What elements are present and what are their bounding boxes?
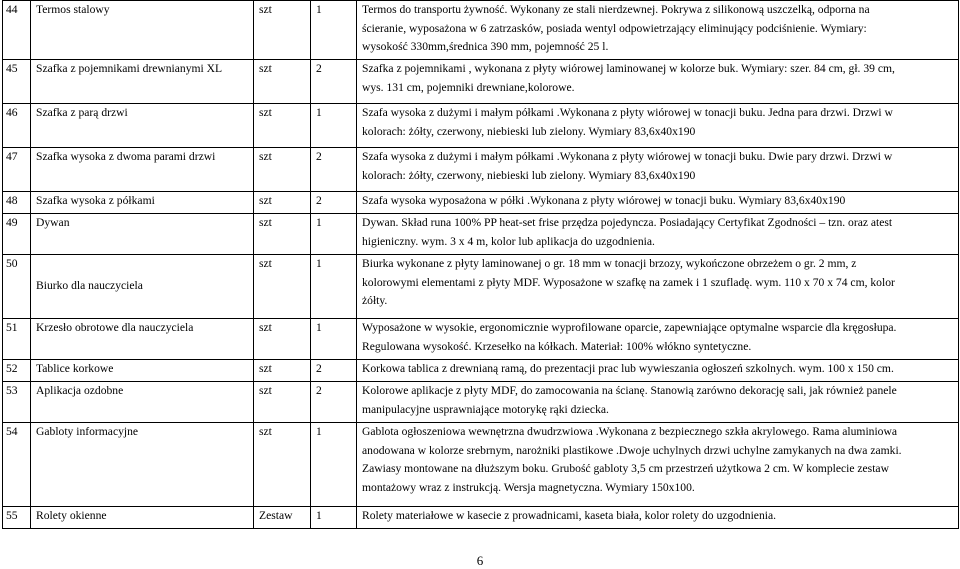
item-name: Szafka z parą drzwi <box>31 104 254 148</box>
description-line: kolorowymi elementami z płyty MDF. Wyposażone w szafkę na zamek i 1 szufladę. wym. 110 x 70 x 74 cm, kolor <box>362 275 895 289</box>
item-number: 45 <box>3 60 31 104</box>
description-line: Termos do transportu żywność. Wykonany ze stali nierdzewnej. Pokrywa z silikonową uszczelką, odporna na <box>362 3 870 16</box>
table-row <box>3 507 959 529</box>
item-description <box>357 360 959 382</box>
item-number: 46 <box>3 104 31 148</box>
item-unit: szt <box>254 192 311 214</box>
description-line: Korkowa tablica z drewnianą ramą, do prezentacji prac lub wywieszania ogłoszeń szkolnych. wym. 100 x 150 cm. <box>362 362 894 375</box>
table-row <box>3 255 959 319</box>
table-row <box>3 319 959 360</box>
item-qty: 2 <box>311 60 357 104</box>
description-line: higieniczny. wym. 3 x 4 m, kolor lub aplikacja do uzgodnienia. <box>362 234 655 248</box>
item-unit: Zestaw <box>254 507 311 529</box>
item-unit: szt <box>254 60 311 104</box>
description-line: Gablota ogłoszeniowa wewnętrzna dwudrzwiowa .Wykonana z bezpiecznego szkła akrylowego. Rama aluminiowa <box>362 425 897 438</box>
item-number: 51 <box>3 319 31 360</box>
spec-table-body <box>3 1 959 529</box>
description-line: Szafka z pojemnikami , wykonana z płyty wiórowej laminowanej w kolorze buk. Wymiary: szer. 84 cm, gł. 39 cm, <box>362 62 895 75</box>
description-line: Dywan. Skład runa 100% PP heat-set frise przędza pojedyncza. Posiadający Certyfikat Zgodności – tzn. oraz atest <box>362 216 893 229</box>
item-qty: 2 <box>311 192 357 214</box>
item-number: 47 <box>3 148 31 192</box>
page-number: 6 <box>476 553 484 568</box>
item-number: 49 <box>3 214 31 255</box>
item-name: Aplikacja ozdobne <box>31 382 254 423</box>
item-unit: szt <box>254 382 311 423</box>
item-name: Termos stalowy <box>31 1 254 60</box>
item-number: 48 <box>3 192 31 214</box>
item-name: Biurko dla nauczyciela <box>31 255 254 319</box>
item-description <box>357 255 959 319</box>
table-row <box>3 104 959 148</box>
description-line: kolorach: żółty, czerwony, niebieski lub zielony. Wymiary 83,6x40x190 <box>362 168 696 182</box>
item-unit: szt <box>254 214 311 255</box>
description-line: Kolorowe aplikacje z płyty MDF, do zamocowania na ścianę. Stanowią zarówno dekorację sali, jak również panele <box>362 384 897 397</box>
item-unit: szt <box>254 319 311 360</box>
item-number: 50 <box>3 255 31 319</box>
item-qty: 1 <box>311 1 357 60</box>
item-qty: 2 <box>311 382 357 423</box>
item-qty: 2 <box>311 360 357 382</box>
table-row <box>3 214 959 255</box>
description-line: Szafa wysoka wyposażona w półki .Wykonana z płyty wiórowej w tonacji buku. Wymiary 83,6x40x190 <box>362 194 846 207</box>
item-description <box>357 214 959 255</box>
description-line: Szafa wysoka z dużymi i małym półkami .Wykonana z płyty wiórowej w tonacji buku. Jedna para drzwi. Drzwi w <box>362 106 893 119</box>
description-line: Zawiasy montowane na dłuższym boku. Grubość gabloty 3,5 cm przestrzeń użytkowa 2 cm. W komplecie zestaw <box>362 462 889 475</box>
description-line: Wyposażone w wysokie, ergonomicznie wyprofilowane oparcie, zapewniające optymalne wsparcie dla kręgosłupa. <box>362 321 897 334</box>
item-qty: 1 <box>311 423 357 507</box>
description-line: Rolety materiałowe w kasecie z prowadnicami, kaseta biała, kolor rolety do uzgodnienia. <box>362 509 777 522</box>
item-qty: 1 <box>311 319 357 360</box>
item-unit: szt <box>254 423 311 507</box>
item-unit: szt <box>254 360 311 382</box>
table-row <box>3 192 959 214</box>
item-description <box>357 192 959 214</box>
table-row <box>3 60 959 104</box>
item-name: Gabloty informacyjne <box>31 423 254 507</box>
item-description <box>357 319 959 360</box>
description-line: wysokość 330mm,średnica 390 mm, pojemność 25 l. <box>362 40 609 53</box>
table-row <box>3 1 959 60</box>
spec-table <box>2 0 959 529</box>
item-name: Dywan <box>31 214 254 255</box>
item-description <box>357 104 959 148</box>
item-number: 54 <box>3 423 31 507</box>
item-description <box>357 148 959 192</box>
item-qty: 1 <box>311 104 357 148</box>
item-number: 55 <box>3 507 31 529</box>
item-description <box>357 423 959 507</box>
item-description <box>357 507 959 529</box>
item-name: Szafka z pojemnikami drewnianymi XL <box>31 60 254 104</box>
description-line: Szafa wysoka z dużymi i małym półkami .Wykonana z płyty wiórowej w tonacji buku. Dwie pary drzwi. Drzwi w <box>362 150 893 163</box>
item-number: 44 <box>3 1 31 60</box>
item-description <box>357 1 959 60</box>
description-line: ścieranie, wyposażona w 6 zatrzasków, posiada wentyl odpowietrzający eliminujący podciśnienie. Wymiary: <box>362 21 867 35</box>
description-line: montażowy wraz z instrukcją. Wersja magnetyczna. Wymiary 150x100. <box>362 480 695 494</box>
item-unit: szt <box>254 255 311 319</box>
description-line: wys. 131 cm, pojemniki drewniane,kolorowe. <box>362 80 575 94</box>
item-unit: szt <box>254 104 311 148</box>
description-line: kolorach: żółty, czerwony, niebieski lub zielony. Wymiary 83,6x40x190 <box>362 124 696 138</box>
description-line: żółty. <box>362 294 388 307</box>
item-unit: szt <box>254 148 311 192</box>
description-line: anodowana w kolorze srebrnym, narożniki plastikowe .Dwoje uchylnych drzwi uchylne zamykanych na dwa zamki. <box>362 443 902 457</box>
item-description <box>357 60 959 104</box>
item-qty: 1 <box>311 214 357 255</box>
description-line: Biurka wykonane z płyty laminowanej o gr. 18 mm w tonacji brzozy, wykończone obrzeżem o gr. 2 mm, z <box>362 257 857 270</box>
item-number: 53 <box>3 382 31 423</box>
item-qty: 1 <box>311 255 357 319</box>
item-name: Krzesło obrotowe dla nauczyciela <box>31 319 254 360</box>
item-name: Tablice korkowe <box>31 360 254 382</box>
item-qty: 1 <box>311 507 357 529</box>
table-row <box>3 423 959 507</box>
item-number: 52 <box>3 360 31 382</box>
item-qty: 2 <box>311 148 357 192</box>
item-name: Rolety okienne <box>31 507 254 529</box>
item-unit: szt <box>254 1 311 60</box>
item-name: Szafka wysoka z dwoma parami drzwi <box>31 148 254 192</box>
table-row <box>3 360 959 382</box>
table-row <box>3 148 959 192</box>
description-line: Regulowana wysokość. Krzesełko na kółkach. Materiał: 100% włókno syntetyczne. <box>362 339 752 353</box>
item-name: Szafka wysoka z półkami <box>31 192 254 214</box>
table-row <box>3 382 959 423</box>
description-line: manipulacyjne usprawniające motorykę rąki dziecka. <box>362 402 609 416</box>
item-description <box>357 382 959 423</box>
